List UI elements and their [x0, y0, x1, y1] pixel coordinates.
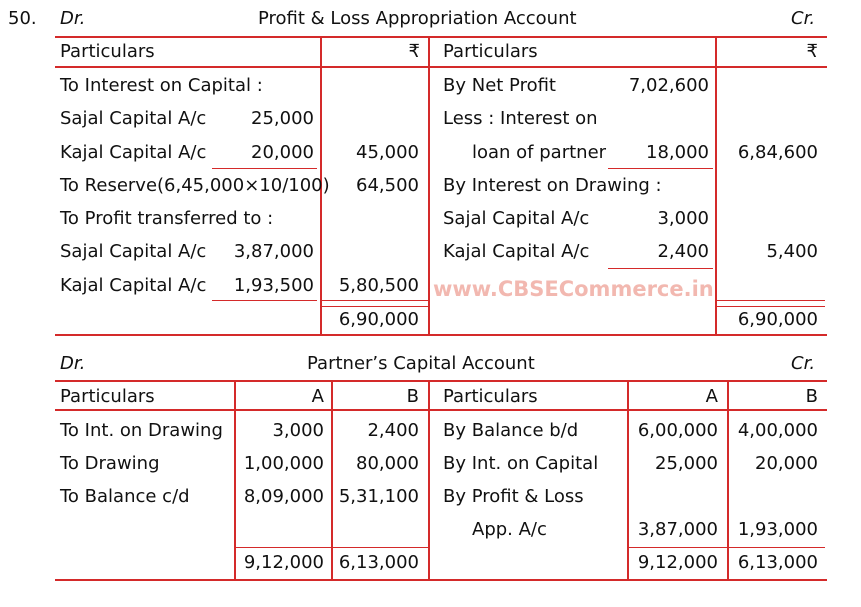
cap-credit-text: App. A/c: [472, 519, 547, 540]
cap-debit-b: 5,31,100: [338, 486, 419, 507]
cap-debit-b: 80,000: [356, 453, 419, 474]
cap-credit-b: 4,00,000: [737, 420, 818, 441]
pl-credit-sub: 3,000: [657, 208, 709, 229]
question-number: 50.: [8, 8, 37, 29]
pl-debit-amount: 5,80,500: [338, 275, 419, 296]
pl-underline-kajal-sub: [212, 168, 317, 169]
pl-credit-sub: 7,02,600: [628, 75, 709, 96]
cap-header-particulars-left: Particulars: [60, 386, 155, 407]
cap-debit-a: 1,00,000: [243, 453, 324, 474]
pl-debit-sub: 25,000: [251, 108, 314, 129]
pl-header-rupee-right: ₹: [806, 41, 818, 62]
pl-credit-text: By Interest on Drawing :: [443, 175, 662, 196]
pl-credit-sub: 18,000: [646, 142, 709, 163]
cap-header-b-right: B: [805, 386, 818, 407]
cap-credit-text: By Int. on Capital: [443, 453, 599, 474]
cap-debit-a: 8,09,000: [243, 486, 324, 507]
cap-debit-b: 2,400: [367, 420, 419, 441]
cap-debit-text: To Int. on Drawing: [60, 420, 223, 441]
capital-dr-label: Dr.: [60, 353, 86, 374]
pl-debit-amount: 45,000: [356, 142, 419, 163]
pl-center-divider: [428, 36, 430, 336]
cr-label: Cr.: [791, 8, 816, 29]
cap-header-a-right: A: [705, 386, 718, 407]
dr-label: Dr.: [60, 8, 86, 29]
pl-debit-amount: 64,500: [356, 175, 419, 196]
pl-credit-text: Sajal Capital A/c: [443, 208, 590, 229]
cap-col-divider-4: [727, 380, 729, 581]
capital-cr-label: Cr.: [791, 353, 816, 374]
cap-total-left-b: 6,13,000: [338, 552, 419, 573]
cap-center-divider: [428, 380, 430, 581]
pl-credit-text: By Net Profit: [443, 75, 556, 96]
cap-credit-text: By Balance b/d: [443, 420, 579, 441]
pl-header-rupee-left: ₹: [408, 41, 420, 62]
cap-header-rule: [55, 409, 827, 411]
cap-debit-text: To Balance c/d: [60, 486, 190, 507]
cap-credit-a: 6,00,000: [637, 420, 718, 441]
cap-total-right-rule: [629, 547, 825, 548]
pl-header-particulars-right: Particulars: [443, 41, 538, 62]
pl-debit-text: Kajal Capital A/c: [60, 275, 207, 296]
cap-credit-b: 1,93,000: [737, 519, 818, 540]
cap-debit-text: To Drawing: [60, 453, 160, 474]
cap-header-b-left: B: [406, 386, 419, 407]
pl-credit-sub: 2,400: [657, 241, 709, 262]
pl-debit-sub: 1,93,500: [233, 275, 314, 296]
pl-total-right: 6,90,000: [737, 309, 818, 330]
capital-account-title: Partner’s Capital Account: [307, 353, 535, 374]
pl-underline-profit-amt: [322, 300, 428, 301]
pl-header-particulars-left: Particulars: [60, 41, 155, 62]
cap-total-left-a: 9,12,000: [243, 552, 324, 573]
cap-debit-a: 3,000: [272, 420, 324, 441]
watermark: www.CBSECommerce.in: [433, 277, 714, 301]
cap-top-rule: [55, 380, 827, 382]
pl-underline-kajal-drawing-sub: [608, 268, 713, 269]
cap-bottom-rule: [55, 579, 827, 581]
cap-total-right-b: 6,13,000: [737, 552, 818, 573]
pl-total-left: 6,90,000: [338, 309, 419, 330]
pl-top-rule: [55, 36, 827, 38]
pl-col-divider-2: [715, 36, 717, 336]
pl-header-rule: [55, 66, 827, 68]
pl-debit-text: To Profit transferred to :: [60, 208, 274, 229]
pl-account-title: Profit & Loss Appropriation Account: [258, 8, 577, 29]
cap-col-divider-2: [331, 380, 333, 581]
cap-header-particulars-right: Particulars: [443, 386, 538, 407]
pl-credit-amount: 6,84,600: [737, 142, 818, 163]
cap-credit-a: 3,87,000: [637, 519, 718, 540]
cap-col-divider-3: [627, 380, 629, 581]
pl-total-left-rule: [322, 306, 428, 307]
cap-credit-b: 20,000: [755, 453, 818, 474]
pl-debit-text: To Interest on Capital :: [60, 75, 263, 96]
pl-total-right-rule: [717, 306, 825, 307]
pl-debit-text: Sajal Capital A/c: [60, 241, 207, 262]
cap-total-right-a: 9,12,000: [637, 552, 718, 573]
pl-debit-text: Kajal Capital A/c: [60, 142, 207, 163]
pl-credit-text: Less : Interest on: [443, 108, 598, 129]
pl-credit-text: Kajal Capital A/c: [443, 241, 590, 262]
pl-debit-sub: 3,87,000: [233, 241, 314, 262]
pl-underline-kajal-profit-sub: [212, 300, 317, 301]
pl-debit-sub: 20,000: [251, 142, 314, 163]
cap-credit-text: By Profit & Loss: [443, 486, 584, 507]
pl-credit-amount: 5,400: [766, 241, 818, 262]
cap-col-divider-1: [234, 380, 236, 581]
pl-debit-text: Sajal Capital A/c: [60, 108, 207, 129]
pl-bottom-rule: [55, 334, 827, 336]
cap-header-a-left: A: [311, 386, 324, 407]
cap-credit-a: 25,000: [655, 453, 718, 474]
pl-underline-drawing-amt: [717, 300, 825, 301]
cap-total-left-rule: [236, 547, 428, 548]
pl-debit-text: To Reserve(6,45,000×10/100): [60, 175, 330, 196]
pl-credit-text: loan of partner: [472, 142, 607, 163]
pl-underline-loan-sub: [608, 168, 713, 169]
